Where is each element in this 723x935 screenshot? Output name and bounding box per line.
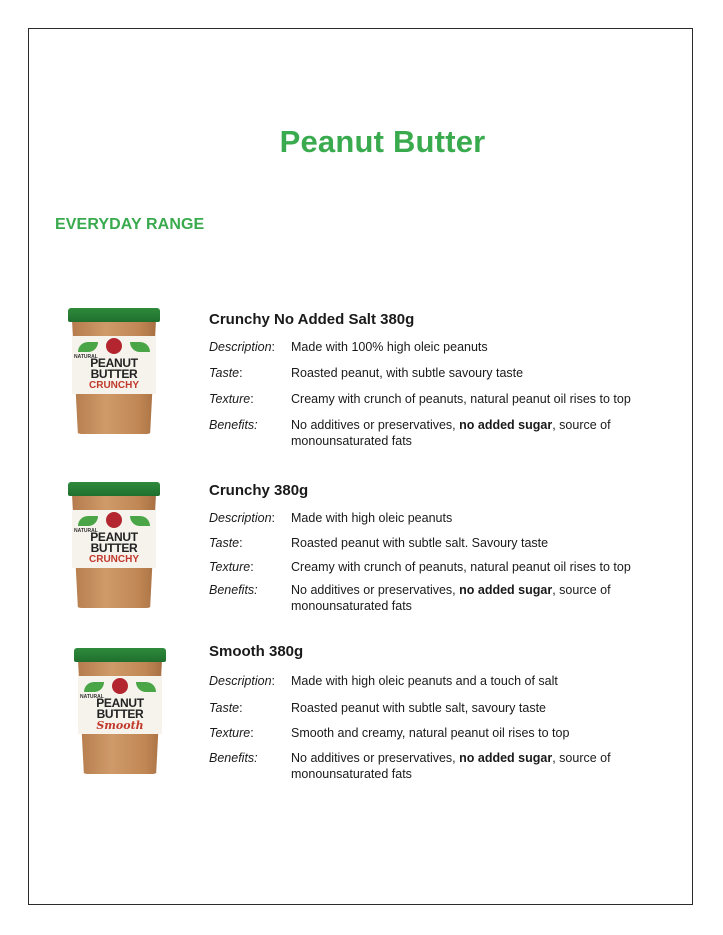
field-label: Description	[209, 511, 272, 525]
field-label: Texture	[209, 392, 251, 406]
product-name: Smooth 380g	[209, 643, 304, 660]
field-value: No additives or preservatives, no added sugar, source of monounsaturated fats	[291, 583, 611, 613]
field-value: Roasted peanut with subtle salt, savoury taste	[291, 701, 547, 715]
field-label: Texture	[209, 726, 251, 740]
product-name: Crunchy 380g	[209, 482, 309, 499]
document-title: Peanut Butter	[279, 124, 486, 159]
peanut-butter-jar-image: NATURAL PEANUT BUTTER Smooth	[72, 648, 168, 776]
field-label: Benefits:	[209, 418, 258, 432]
field-label: Benefits:	[209, 751, 258, 765]
field-label: Taste	[209, 701, 240, 715]
field-label: Texture	[209, 560, 251, 574]
field-value: No additives or preservatives, no added sugar, source of monounsaturated fats	[291, 751, 611, 781]
field-label: Taste	[209, 366, 240, 380]
field-label: Taste	[209, 536, 240, 550]
field-label: Benefits:	[209, 583, 258, 597]
range-heading: EVERYDAY RANGE	[55, 216, 205, 233]
field-label: Description	[209, 674, 272, 688]
field-value: Creamy with crunch of peanuts, natural peanut oil rises to top	[291, 560, 631, 574]
field-value: No additives or preservatives, no added sugar, source of monounsaturated fats	[291, 418, 611, 448]
field-value: Made with 100% high oleic peanuts	[291, 340, 488, 354]
field-value: Smooth and creamy, natural peanut oil rises to top	[291, 726, 570, 740]
field-value: Roasted peanut with subtle salt. Savoury taste	[291, 536, 549, 550]
field-value: Made with high oleic peanuts and a touch of salt	[291, 674, 558, 688]
field-value: Creamy with crunch of peanuts, natural peanut oil rises to top	[291, 392, 631, 406]
peanut-butter-jar-image: NATURAL PEANUT BUTTER CRUNCHY	[66, 308, 162, 436]
product-name: Crunchy No Added Salt 380g	[209, 311, 415, 328]
field-label: Description	[209, 340, 272, 354]
field-value: Made with high oleic peanuts	[291, 511, 453, 525]
peanut-butter-jar-image: NATURAL PEANUT BUTTER CRUNCHY	[66, 482, 162, 610]
field-value: Roasted peanut, with subtle savoury taste	[291, 366, 524, 380]
